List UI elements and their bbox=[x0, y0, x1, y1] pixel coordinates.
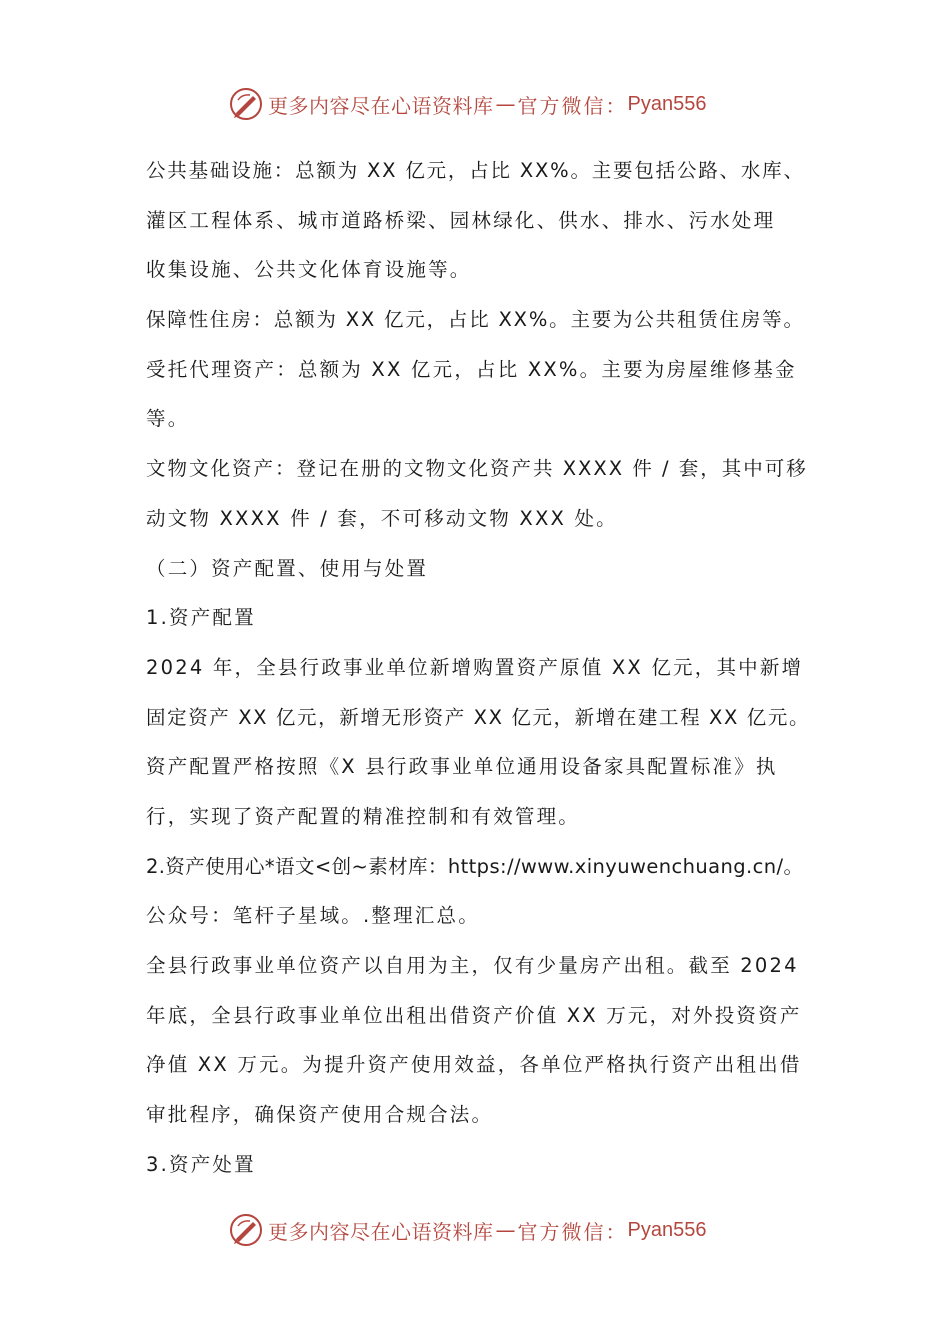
text-line: 行，实现了资产配置的精准控制和有效管理。 bbox=[146, 804, 581, 828]
text-line: 年底，全县行政事业单位出租出借资产价值 XX 万元，对外投资资产 bbox=[146, 1003, 802, 1027]
text-line: 等。 bbox=[146, 407, 190, 431]
text-line: 全县行政事业单位资产以自用为主，仅有少量房产出租。截至 2024 bbox=[146, 954, 799, 977]
header-banner bbox=[228, 86, 706, 122]
text-line: 固定资产 XX 亿元，新增无形资产 XX 亿元，新增在建工程 XX 亿元。 bbox=[146, 705, 811, 729]
subsection-heading: 3.资产处置 bbox=[146, 1152, 256, 1176]
text-line: 审批程序，确保资产使用合规合法。 bbox=[146, 1103, 494, 1127]
header-wechat-id: Pyan556 bbox=[627, 92, 707, 115]
footer-wechat-id: Pyan556 bbox=[627, 1218, 707, 1241]
pen-logo-icon bbox=[228, 1212, 264, 1248]
text-line: 资产配置严格按照《X 县行政事业单位通用设备家具配置标准》执 bbox=[146, 755, 778, 779]
pen-logo-icon bbox=[228, 86, 264, 122]
subsection-heading: 1.资产配置 bbox=[146, 606, 256, 630]
text-line: 公共基础设施：总额为 XX 亿元，占比 XX%。主要包括公路、水库、 bbox=[146, 159, 805, 182]
text-line: 公众号：笔杆子星域。.整理汇总。 bbox=[146, 904, 480, 928]
text-line: 2024 年，全县行政事业单位新增购置资产原值 XX 亿元，其中新增 bbox=[146, 655, 804, 679]
header-banner-dash: — bbox=[495, 92, 516, 116]
text-line: 灌区工程体系、城市道路桥梁、园林绿化、供水、排水、污水处理 bbox=[146, 208, 776, 232]
text-line: 受托代理资产：总额为 XX 亿元，占比 XX%。主要为房屋维修基金 bbox=[146, 357, 797, 381]
text-line: 动文物 XXXX 件 / 套，不可移动文物 XXX 处。 bbox=[146, 506, 618, 530]
text-line: 保障性住房：总额为 XX 亿元，占比 XX%。主要为公共租赁住房等。 bbox=[146, 308, 805, 332]
footer-banner-prefix: 更多内容尽在心语资料库 bbox=[268, 1219, 494, 1244]
footer-banner-dash: — bbox=[495, 1218, 516, 1242]
subsection-heading: 2.资产使用心*语文<创~素材库：https://www.xinyuwenchuang.cn/。 bbox=[146, 854, 804, 878]
text-line: 文物文化资产：登记在册的文物文化资产共 XXXX 件 / 套，其中可移 bbox=[146, 457, 808, 481]
section-heading: （二）资产配置、使用与处置 bbox=[146, 556, 429, 580]
footer-banner bbox=[228, 1212, 706, 1248]
header-banner-middle: 官方微信： bbox=[517, 93, 628, 118]
footer-banner-middle: 官方微信： bbox=[517, 1219, 628, 1244]
text-line: 收集设施、公共文化体育设施等。 bbox=[146, 258, 472, 282]
text-line: 净值 XX 万元。为提升资产使用效益，各单位严格执行资产出租出借 bbox=[146, 1053, 802, 1077]
document-body bbox=[146, 146, 811, 1189]
header-banner-prefix: 更多内容尽在心语资料库 bbox=[268, 93, 494, 118]
